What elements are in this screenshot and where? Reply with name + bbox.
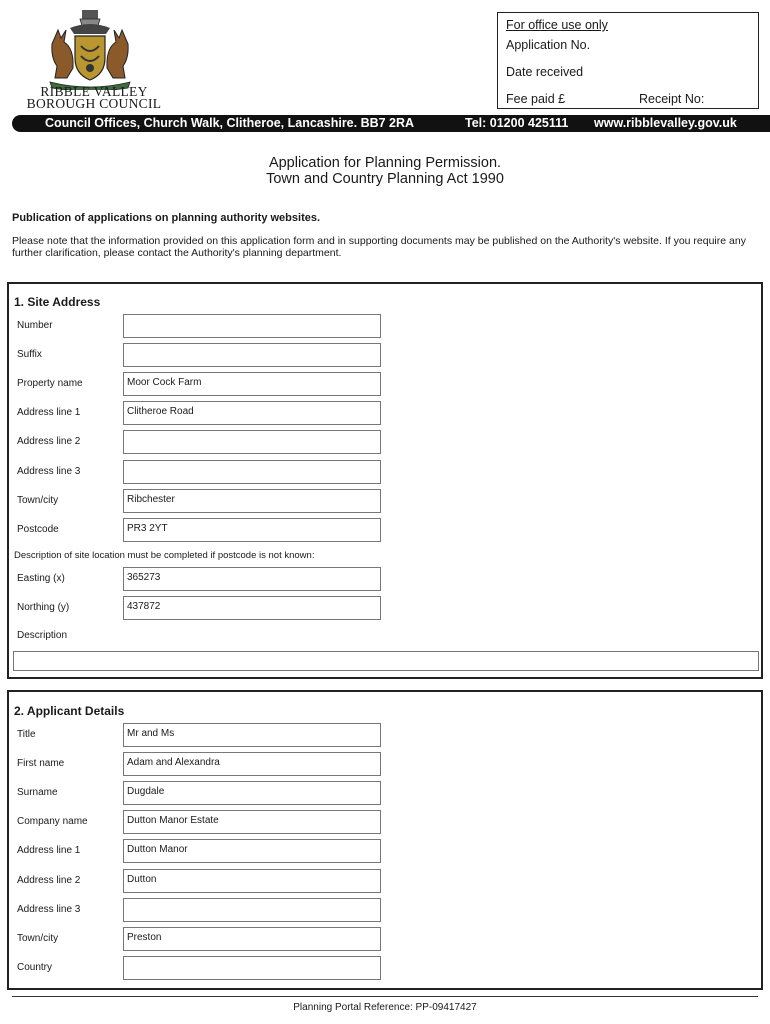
site-address-section	[7, 282, 763, 679]
site-address-line-3-field[interactable]	[123, 460, 381, 484]
site-northing-y-field[interactable]: 437872	[123, 596, 381, 620]
applicant-details-title: 2. Applicant Details	[14, 704, 125, 718]
applicant-title-label: Title	[17, 729, 36, 740]
applicant-first-name-field[interactable]: Adam and Alexandra	[123, 752, 381, 776]
applicant-address-line-3-label: Address line 3	[17, 903, 81, 915]
applicant-country-field[interactable]	[123, 956, 381, 980]
site-town-city-label: Town/city	[17, 494, 59, 506]
site-easting-x-field[interactable]: 365273	[123, 567, 381, 591]
site-address-line-3-label: Address line 3	[17, 465, 81, 477]
description-label: Description	[17, 630, 68, 641]
applicant-address-line-1-label: Address line 1	[17, 845, 81, 857]
fee-paid-label: Fee paid £	[506, 92, 566, 106]
planning-portal-reference: Planning Portal Reference: PP-09417427	[293, 1002, 477, 1013]
council-name-line2: BOROUGH COUNCIL	[26, 96, 162, 111]
publication-heading: Publication of applications on planning authority websites.	[12, 212, 321, 224]
site-number-field[interactable]	[123, 314, 381, 338]
applicant-address-line-2-field[interactable]: Dutton	[123, 869, 381, 893]
site-address-line-2-label: Address line 2	[17, 436, 81, 448]
site-property-name-field[interactable]: Moor Cock Farm	[123, 372, 381, 396]
applicant-details-section	[7, 690, 763, 990]
site-suffix-label: Suffix	[17, 349, 42, 361]
office-use-box	[497, 12, 759, 109]
applicant-surname-field[interactable]: Dugdale	[123, 781, 381, 805]
office-use-title: For office use only	[506, 18, 608, 32]
applicant-address-line-1-field[interactable]: Dutton Manor	[123, 839, 381, 863]
council-crest-logo	[40, 8, 140, 90]
site-address-line-1-label: Address line 1	[17, 407, 81, 419]
site-address-title: 1. Site Address	[14, 295, 101, 309]
council-name-line1: RIBBLE VALLEY	[40, 84, 148, 99]
document-title-line1: Application for Planning Permission.	[268, 155, 502, 171]
footer-divider	[12, 996, 758, 997]
application-no-label: Application No.	[506, 38, 591, 52]
site-address-line-1-field[interactable]: Clitheroe Road	[123, 401, 381, 425]
applicant-company-name-label: Company name	[17, 816, 88, 828]
site-town-city-field[interactable]: Ribchester	[123, 489, 381, 513]
applicant-title-field[interactable]: Mr and Ms	[123, 723, 381, 747]
site-easting-x-label: Easting (x)	[17, 573, 65, 584]
site-location-note: Description of site location must be completed if postcode is not known:	[14, 550, 315, 561]
site-postcode-label: Postcode	[17, 523, 59, 535]
applicant-address-line-2-label: Address line 2	[17, 874, 81, 886]
publication-note: Please note that the information provided on this application form and in supporting documents may be published on the Authority's website. If you require any further clarification, please contact the Authority's planning department.	[12, 235, 746, 259]
site-northing-y-label: Northing (y)	[17, 602, 70, 614]
site-postcode-field[interactable]: PR3 2YT	[123, 518, 381, 542]
date-received-label: Date received	[506, 65, 584, 79]
site-number-label: Number	[17, 320, 53, 331]
site-address-line-2-field[interactable]	[123, 430, 381, 454]
applicant-company-name-field[interactable]: Dutton Manor Estate	[123, 810, 381, 834]
council-address: Council Offices, Church Walk, Clitheroe, Lancashire. BB7 2RA	[45, 116, 415, 130]
applicant-first-name-label: First name	[17, 758, 65, 770]
council-website: www.ribblevalley.gov.uk	[594, 116, 737, 130]
council-telephone: Tel: 01200 425111	[465, 116, 569, 130]
receipt-no-label: Receipt No:	[639, 92, 705, 106]
description-field[interactable]	[13, 651, 759, 671]
council-name	[24, 86, 164, 110]
site-property-name-label: Property name	[17, 378, 83, 390]
applicant-surname-label: Surname	[17, 787, 58, 799]
applicant-town-city-label: Town/city	[17, 932, 59, 944]
applicant-country-label: Country	[17, 961, 53, 973]
applicant-town-city-field[interactable]: Preston	[123, 927, 381, 951]
applicant-address-line-3-field[interactable]	[123, 898, 381, 922]
document-title-line2: Town and Country Planning Act 1990	[266, 171, 504, 187]
site-suffix-field[interactable]	[123, 343, 381, 367]
contact-banner	[12, 115, 770, 132]
